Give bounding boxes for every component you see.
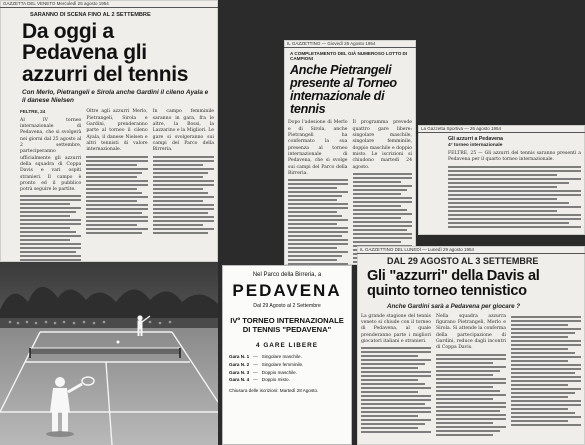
masthead: IL GAZZETTINO — Giovedì 26 Agosto 1954	[284, 40, 416, 48]
masthead: IL GAZZETTINO DEL LUNEDÌ — Lunedì 29 agosto 1954	[357, 246, 585, 254]
masthead: GAZZETTA DEL VENETO Mercoledì 25 agosto 1954	[0, 0, 218, 8]
clipping-gazzettino-26	[284, 40, 416, 265]
tennis-court-image	[0, 262, 218, 445]
event-list	[229, 353, 345, 383]
list-item: Gara N. 3 — Doppio maschile.	[229, 369, 298, 375]
kicker: DAL 29 AGOSTO AL 3 SETTEMBRE	[387, 256, 539, 266]
notice-town: PEDAVENA	[232, 281, 342, 300]
sub-kicker: 4° torneo internazionale	[448, 143, 503, 148]
masthead: La Gazzetta Sportiva — 26 agosto 1954	[418, 125, 585, 133]
article-column: Il programma prevede quattro gare libere: singolare maschile, singolare femminile, doppio maschile e doppio misto. Le iscrizioni si chiudono martedì 24 agosto.	[352, 120, 412, 170]
article-column: La grande stagione del tennis veneto si chiude con il torneo di Pedavena, al quale prenderanno parte i migliori giocatori italiani e stranieri.	[361, 313, 431, 345]
article-column: In campo femminile saranno in gara, fra le altre, la Bossi, la Lazzarino e la Migliori. Le gare si svolgeranno sui campi del Parco della Birreria.	[152, 109, 214, 153]
notice-closing: Chiusura delle iscrizioni: Martedì 28 Agosto.	[229, 387, 319, 393]
article-column: Al IV torneo internazionale di Pedavena, che si svolgerà nei giorni dal 25 agosto al 2 settembre, parteciperanno ufficialmente gli azzurri della squadra di Coppa Davis e vari ospiti stranieri. Il campo è pronto ed il pubblico potrà seguire le partite.	[20, 117, 82, 193]
subhead: Con Merlo, Pietrangeli e Sirola anche Gardini il cileno Ayala e il danese Nielsen	[22, 89, 209, 105]
notice-dates: Dal 29 Agosto al 2 Settembre	[253, 303, 321, 309]
kicker: SARANNO DI SCENA FINO AL 2 SETTEMBRE	[30, 12, 151, 18]
headline: Da oggi a Pedavena gli azzurri del tennis	[22, 20, 189, 86]
headline: Anche Pietrangeli presente al Torneo internazionale di tennis	[290, 63, 397, 116]
notice-title: IVº TORNEO INTERNAZIONALE DI TENNIS "PEDAVENA"	[230, 316, 344, 334]
list-item: Gara N. 1 — Singolare maschile.	[229, 354, 302, 360]
clipping-gazzetta-sportiva	[418, 125, 585, 235]
tennis-match-photo	[0, 262, 218, 445]
headline: Gli "azzurri" della Davis al quinto torneo tennistico	[367, 268, 540, 299]
list-item: Gara N. 4 — Doppio misto.	[229, 377, 290, 383]
notice-venue: Nel Parco della Birreria, a	[252, 272, 322, 278]
notice-section: 4 GARE LIBERE	[255, 342, 318, 350]
kicker: A COMPLETAMENTO DEL GIÀ NUMEROSO LOTTO DI CAMPIONI	[290, 51, 408, 61]
subhead: Anche Gardini sarà a Pedavena per giocare ?	[387, 302, 521, 310]
dateline: FELTRE, 24	[20, 109, 46, 115]
article-column: Nella squadra azzurra figurano Pietrangeli, Merlo e Sirola. Si attende la conferma della partecipazione di Gardini, reduce dagli incontri di Coppa Davis.	[436, 313, 506, 351]
article-column: Dopo l'adesione di Merlo e di Sirola, anche Pietrangeli ha confermato la sua presenza al torneo internazionale di Pedavena, che si svolge sui campi del Parco della Birreria.	[288, 120, 348, 176]
tournament-notice	[222, 265, 352, 445]
clipping-gazzetta-veneto	[0, 0, 218, 262]
article-column: Oltre agli azzurri Merlo, Pietrangeli, Sirola e Gardini, prenderanno parte al torneo il cileno Ayala, il danese Nielsen e altri tennisti di valore internazionale.	[86, 109, 148, 153]
list-item: Gara N. 2 — Singolare femminile.	[229, 362, 304, 368]
article-body: FELTRE, 25 — Gli azzurri del tennis saranno presenti a Pedavena per il quarto torneo internazionale.	[448, 151, 581, 163]
clipping-gazzettino-lunedi	[357, 246, 585, 445]
kicker: Gli azzurri a Pedavena	[448, 136, 504, 142]
